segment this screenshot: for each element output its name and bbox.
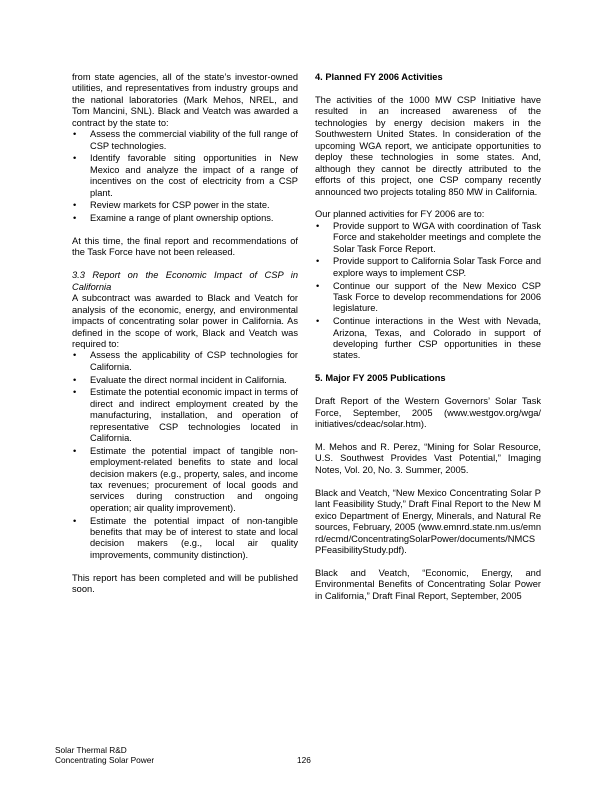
section-4-heading: 4. Planned FY 2006 Activities: [315, 72, 443, 82]
bullet-icon: •: [73, 129, 77, 140]
list-item: • Continue interactions in the West with Nevada, Arizona, Texas, and Colorado in support of developing further CSP opportunities in these states.: [316, 316, 541, 361]
bullet-icon: •: [73, 153, 77, 164]
bullet-icon: •: [73, 374, 77, 385]
list-item: • Evaluate the direct normal incident in California.: [73, 374, 287, 385]
list-item: • Assess the applicability of CSP technologies for California.: [73, 350, 298, 372]
publication-entry: M. Mehos and R. Perez, “Mining for Solar Resource, U.S. Southwest Provides Vast Potential,” Imaging Notes, Vol. 20, No. 3. Summer, 2005.: [315, 441, 541, 475]
right-column: [315, 72, 541, 614]
list-item: • Review markets for CSP power in the state.: [73, 200, 270, 211]
list-item: • Provide support to California Solar Task Force and explore ways to implement CSP.: [316, 256, 541, 278]
section-3-3-task-list: [72, 350, 298, 561]
publication-entry: Draft Report of the Western Governors’ Solar Task Force, September, 2005 (www.westgov.org/wga/ initiatives/cdeac/solar.htm).: [315, 396, 541, 430]
section-3-3-heading: 3.3 Report on the Economic Impact of CSP in California: [72, 270, 298, 292]
footer-line-2: Concentrating Solar Power: [55, 754, 155, 765]
section-4-paragraph: The activities of the 1000 MW CSP Initiative have resulted in an increased awareness of the technologies by energy decision makers in the Southwestern United States. In consideration of the upcoming WGA report, we anticipate opportunities to deploy these technologies in some states. And, although they cannot be directly attributed to the efforts of this project, one CSP company recently announced two projects totaling 850 MW in California.: [315, 94, 541, 197]
list-item: • Provide support to WGA with coordination of Task Force and stakeholder meetings and complete the Solar Task Force Report.: [316, 220, 541, 254]
list-item: • Identify favorable siting opportunities in New Mexico and analyze the impact of a range of incentives on the cost of electricity from a CSP plant.: [73, 153, 298, 198]
publication-entry: Black and Veatch, “New Mexico Concentrating Solar Plant Feasibility Study,” Draft Final Report to the New Mexico Department of Energy, Minerals, and Natural Resources, February, 2005 (www.emnrd.state.nm.us/emnrd/ecmd/ConcentratingSolarPower/documents/NMCSPFeasibilityStudy.pdf).: [315, 487, 541, 556]
list-item: • Assess the commercial viability of the full range of CSP technologies.: [73, 129, 298, 151]
footer-line-1: Solar Thermal R&D: [55, 745, 127, 755]
planned-activities-list: [315, 221, 541, 362]
section-4-intro: Our planned activities for FY 2006 are to:: [315, 209, 485, 220]
section-3-3-closing: This report has been completed and will be published soon.: [72, 572, 298, 595]
page-footer: [55, 746, 154, 766]
left-column: [72, 72, 298, 607]
bullet-icon: •: [316, 220, 320, 231]
section-3-3-paragraph: A subcontract was awarded to Black and Veatch for analysis of the economic, energy, and environmental impacts of concentrating solar power in California. As defined in the scope of work, Black and Veatch was required to:: [72, 293, 298, 349]
publication-entry: Black and Veatch, “Economic, Energy, and Environmental Benefits of Concentrating Solar Power in California,” Draft Final Report, September, 2005: [315, 567, 541, 601]
list-item: • Continue our support of the New Mexico CSP Task Force to develop recommendations for 2006 legislature.: [316, 280, 541, 314]
bullet-icon: •: [73, 387, 77, 398]
list-item: • Estimate the potential economic impact in terms of direct and indirect employment created by the manufacturing, installation, and operation of representative CSP technologies located in California.: [73, 387, 298, 443]
bullet-icon: •: [73, 445, 77, 456]
bullet-icon: •: [73, 350, 77, 361]
status-paragraph: At this time, the final report and recommendations of the Task Force have not been released.: [72, 235, 298, 258]
contract-task-list: [72, 129, 298, 224]
intro-paragraph: from state agencies, all of the state’s investor-owned utilities, and representatives from industry groups and the national laboratories (Mark Mehos, NREL, and Tom Mancini, SNL). Black and Veatch was awarded a contract by the state to:: [72, 72, 298, 128]
list-item: • Estimate the potential impact of tangible non-employment-related benefits to state and local decision makers (e.g., property, sales, and income tax revenues; procurement of local goods and services during construction and ongoing operation; air quality improvement).: [73, 445, 298, 513]
list-item: • Examine a range of plant ownership options.: [73, 213, 274, 223]
bullet-icon: •: [73, 200, 77, 211]
bullet-icon: •: [73, 213, 77, 223]
bullet-icon: •: [316, 256, 320, 267]
bullet-icon: •: [316, 316, 320, 327]
section-5-heading: 5. Major FY 2005 Publications: [315, 373, 446, 384]
page-number: 126: [297, 755, 311, 765]
bullet-icon: •: [73, 515, 77, 526]
bullet-icon: •: [316, 280, 320, 291]
list-item: • Estimate the potential impact of non-tangible benefits that may be of interest to state and local decision makers (e.g., local air quality improvements, community distinction).: [73, 515, 298, 560]
